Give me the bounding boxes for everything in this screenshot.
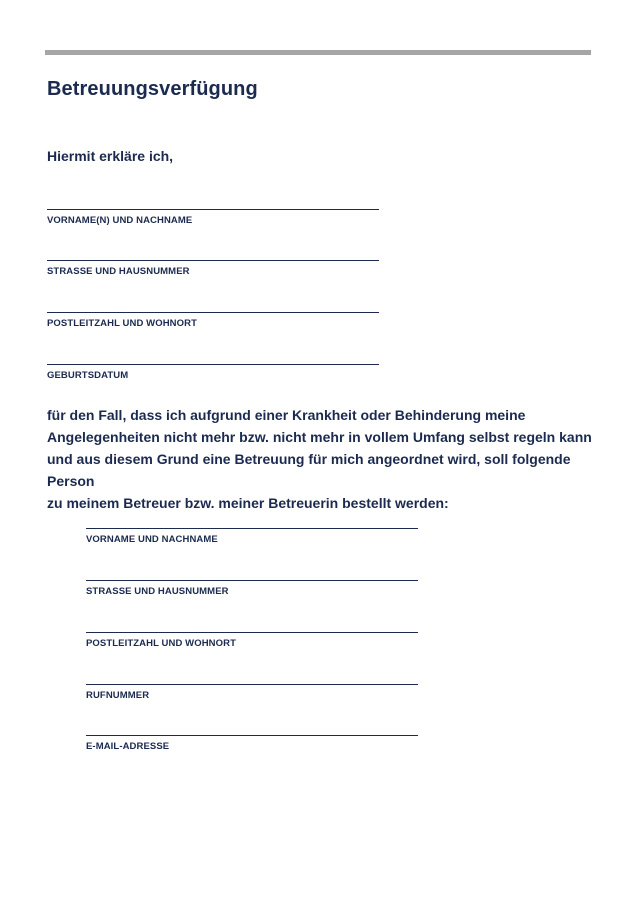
intro-text: Hiermit erkläre ich, <box>47 148 174 164</box>
field-label: RUFNUMMER <box>86 690 150 701</box>
declaration-paragraph <box>47 404 607 514</box>
paragraph-line: Angelegenheiten nicht mehr bzw. nicht mehr in vollem Umfang selbst regeln kann <box>47 429 592 445</box>
signature-line <box>86 632 418 633</box>
field-label: STRASSE UND HAUSNUMMER <box>47 266 190 277</box>
declarant-city-field[interactable] <box>47 312 379 329</box>
signature-line <box>47 209 379 210</box>
field-label: POSTLEITZAHL UND WOHNORT <box>47 318 197 329</box>
field-label: POSTLEITZAHL UND WOHNORT <box>86 638 236 649</box>
caregiver-street-field[interactable] <box>86 580 418 597</box>
declarant-birthdate-field[interactable] <box>47 364 379 381</box>
signature-line <box>47 364 379 365</box>
signature-line <box>86 528 418 529</box>
signature-line <box>86 735 418 736</box>
field-label: VORNAME UND NACHNAME <box>86 534 218 545</box>
declarant-street-field[interactable] <box>47 260 379 277</box>
caregiver-phone-field[interactable] <box>86 684 418 701</box>
signature-line <box>47 312 379 313</box>
caregiver-name-field[interactable] <box>86 528 418 545</box>
field-label: GEBURTSDATUM <box>47 370 129 381</box>
caregiver-city-field[interactable] <box>86 632 418 649</box>
signature-line <box>86 580 418 581</box>
signature-line <box>47 260 379 261</box>
paragraph-line: für den Fall, dass ich aufgrund einer Krankheit oder Behinderung meine <box>47 407 526 423</box>
field-label: STRASSE UND HAUSNUMMER <box>86 586 229 597</box>
signature-line <box>86 684 418 685</box>
field-label: E-MAIL-ADRESSE <box>86 741 170 752</box>
header-divider-bar <box>45 50 591 55</box>
document-title: Betreuungsverfügung <box>47 78 258 100</box>
caregiver-email-field[interactable] <box>86 735 418 752</box>
field-label: VORNAME(N) UND NACHNAME <box>47 215 193 226</box>
paragraph-line: und aus diesem Grund eine Betreuung für mich angeordnet wird, soll folgende Person <box>47 451 571 489</box>
declarant-name-field[interactable] <box>47 209 379 226</box>
paragraph-line: zu meinem Betreuer bzw. meiner Betreuerin bestellt werden: <box>47 495 449 511</box>
